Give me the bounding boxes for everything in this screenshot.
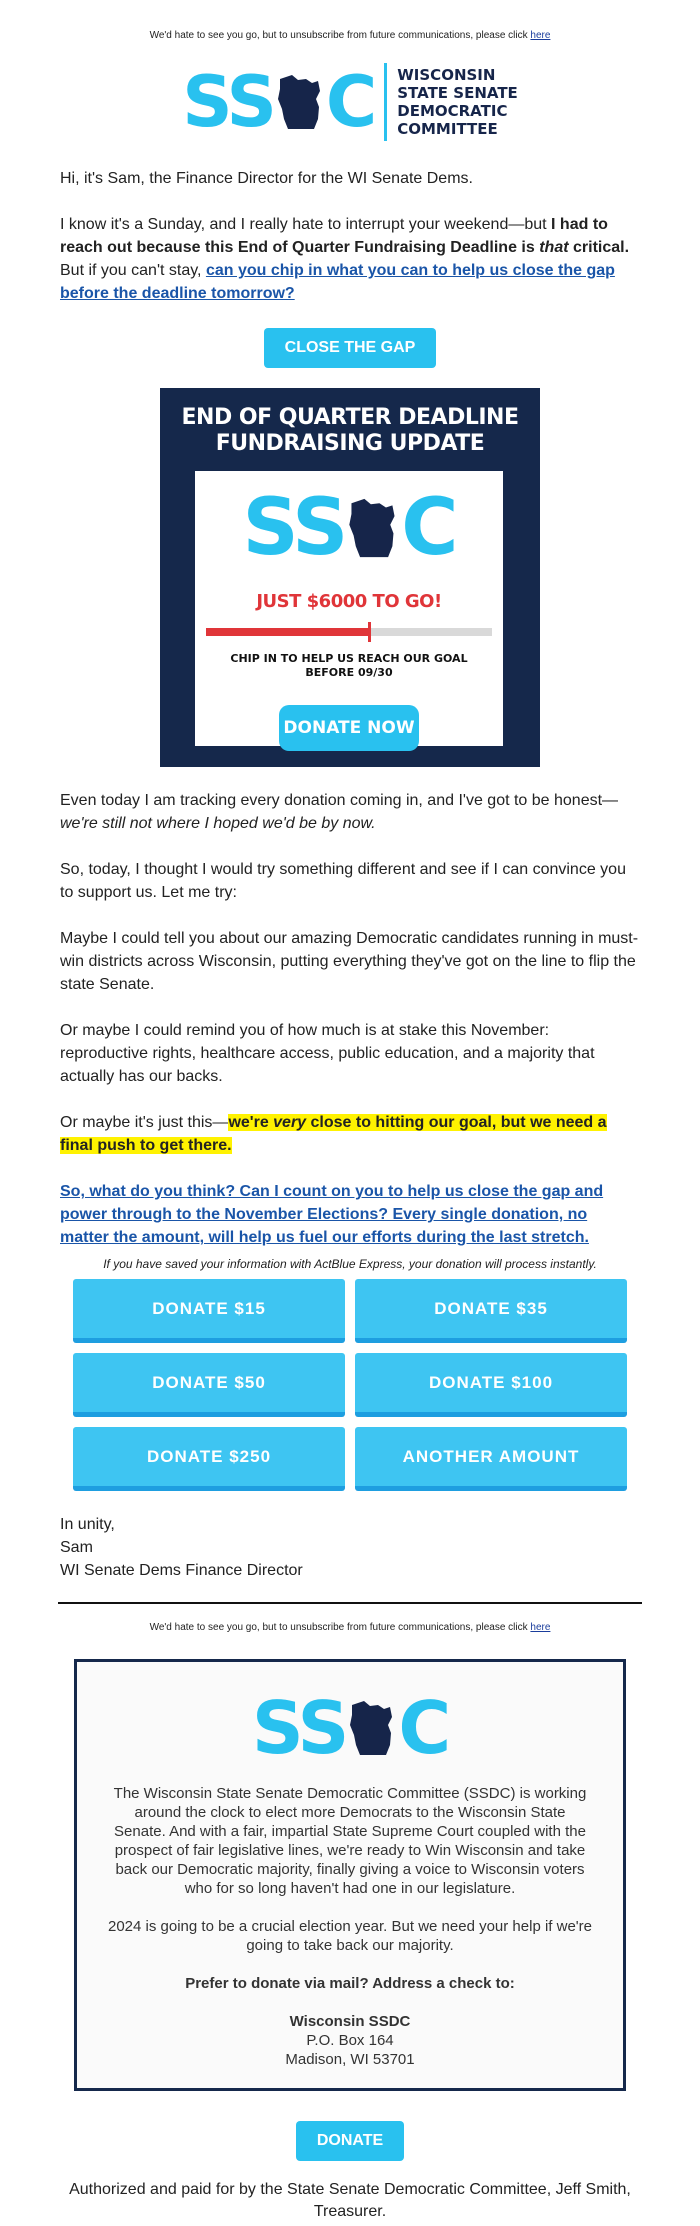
paragraph-ask [60, 1180, 640, 1249]
donate-50-button[interactable]: DONATE $50 [73, 1353, 345, 1417]
greeting: Hi, it's Sam, the Finance Director for the WI Senate Dems. [60, 170, 473, 187]
donate-250-button[interactable]: DONATE $250 [73, 1427, 345, 1491]
mail-heading: Prefer to donate via mail? Address a check to: [185, 1975, 515, 1992]
paragraph-tracking [60, 789, 640, 835]
text-bold: we're [228, 1114, 274, 1131]
donate-15-button[interactable]: DONATE $15 [73, 1279, 345, 1343]
footer-unsubscribe-notice [0, 1622, 700, 1633]
logo-org-line: WISCONSIN [397, 66, 496, 84]
text-bold: close to hitting our goal, but we need a final push to get there. [60, 1114, 607, 1154]
goal-progress-bar [206, 628, 492, 636]
chip-in-link[interactable]: can you chip in what you can to help us close the gap before the deadline tomorrow? [60, 262, 615, 302]
wisconsin-map-icon [345, 494, 401, 562]
mail-name: Wisconsin SSDC [289, 2013, 411, 2030]
logo-c: C [401, 483, 456, 573]
banner-title-line: END OF QUARTER DEADLINE [181, 405, 519, 430]
donation-button-grid [73, 1279, 627, 1491]
footer-wordmark [251, 1686, 449, 1770]
actblue-express-note: If you have saved your information with ActBlue Express, your donation will process instantly. [103, 1257, 597, 1271]
text: Or maybe it's just this— [60, 1114, 229, 1131]
paragraph-candidates: Maybe I could tell you about our amazing Democratic candidates running in must-win districts across Wisconsin, putting everything they've got on the line to flip the state Senate. [60, 930, 639, 993]
signoff-title: WI Senate Dems Finance Director [60, 1562, 303, 1579]
text-bold-italic: very [273, 1114, 307, 1131]
footer-election-text: 2024 is going to be a crucial election year. But we need your help if we're going to take back our majority. [108, 1918, 592, 1954]
fundraising-banner[interactable] [160, 388, 540, 767]
unsubscribe-link[interactable]: here [530, 30, 551, 41]
signoff-name: Sam [60, 1539, 93, 1556]
logo-ss: SS [242, 483, 346, 573]
banner-ssdc-logo [195, 483, 503, 573]
paragraph-deadline [60, 213, 640, 305]
logo-divider [384, 63, 387, 141]
footer-donate-button[interactable]: DONATE [296, 2121, 404, 2161]
caption-line: BEFORE 09/30 [305, 666, 393, 679]
caption-line: CHIP IN TO HELP US REACH OUR GOAL [230, 652, 468, 665]
footer-ssdc-logo [77, 1686, 623, 1770]
donate-100-button[interactable]: DONATE $100 [355, 1353, 627, 1417]
wisconsin-map-icon [346, 1697, 398, 1759]
banner-wordmark [242, 483, 456, 573]
text: I know it's a Sunday, and I really hate to interrupt your weekend—but [60, 216, 552, 233]
banner-title [160, 388, 540, 457]
footer-about-box [74, 1659, 626, 2091]
wisconsin-map-icon [274, 71, 326, 133]
another-amount-button[interactable]: ANOTHER AMOUNT [355, 1427, 627, 1491]
text-bold-italic: that [539, 239, 569, 256]
logo-org-name [397, 66, 518, 138]
count-on-you-link[interactable]: So, what do you think? Can I count on you to help us close the gap and power through to the November Elections? Every single donation, no matter the amount, will help us fuel our efforts during the last stretch. [60, 1183, 604, 1246]
banner-card [195, 471, 503, 746]
chip-in-caption [195, 652, 503, 680]
goal-remaining-text: JUST $6000 TO GO! [256, 591, 442, 612]
logo-org-line: STATE SENATE [397, 84, 518, 102]
email-body-intro [0, 167, 700, 305]
text-bold: critical. [568, 239, 630, 256]
logo-c: C [325, 61, 375, 143]
ssdc-logo [0, 63, 700, 141]
donate-35-button[interactable]: DONATE $35 [355, 1279, 627, 1343]
divider [58, 1602, 642, 1604]
unsubscribe-notice [0, 0, 700, 41]
unsubscribe-text: We'd hate to see you go, but to unsubscribe from future communications, please click [149, 30, 528, 41]
unsubscribe-text: We'd hate to see you go, but to unsubscribe from future communications, please click [149, 1622, 528, 1633]
text-bold: I had to reach out because this End of Quarter Fundraising Deadline is [60, 216, 608, 256]
mail-box: P.O. Box 164 [306, 2032, 394, 2049]
text: But if you can't stay, [60, 262, 206, 279]
logo-org-line: COMMITTEE [397, 120, 498, 138]
donate-now-button[interactable]: DONATE NOW [279, 705, 419, 751]
paragraph-stakes: Or maybe I could remind you of how much is at stake this November: reproductive rights, healthcare access, public education, and a majority that actually has our backs. [60, 1022, 595, 1085]
progress-marker [368, 622, 371, 642]
logo-org-line: DEMOCRATIC [397, 102, 508, 120]
paragraph-goal [60, 1111, 640, 1157]
close-the-gap-button[interactable]: CLOSE THE GAP [264, 328, 436, 368]
footer-about-text: The Wisconsin State Senate Democratic Committee (SSDC) is working around the clock to elect more Democrats to the Wisconsin State Senate. And with a fair, impartial State Supreme Court coupled with the prospect of fair legislative lines, we're ready to Win Wisconsin and take back our Democratic majority, finally giving a voice to Wisconsin voters who for so long haven't had one in our legislature. [113, 1785, 587, 1897]
ssdc-wordmark [182, 61, 375, 143]
text: Even today I am tracking every donation coming in, and I've got to be honest— [60, 792, 619, 809]
banner-title-line: FUNDRAISING UPDATE [215, 431, 485, 456]
authorized-by-notice: Authorized and paid for by the State Senate Democratic Committee, Jeff Smith, Treasurer. [69, 2181, 631, 2220]
progress-fill [206, 628, 369, 636]
footer-unsubscribe-link[interactable]: here [530, 1622, 551, 1633]
email-body-main [0, 789, 700, 1249]
paragraph-try: So, today, I thought I would try something different and see if I can convince you to support us. Let me try: [60, 861, 626, 901]
logo-c: C [398, 1686, 449, 1770]
text-italic: we're still not where I hoped we'd be by now. [60, 815, 376, 832]
signoff-line: In unity, [60, 1516, 115, 1533]
logo-ss: SS [182, 61, 274, 143]
mail-city: Madison, WI 53701 [285, 2051, 415, 2068]
signoff [0, 1513, 700, 1582]
logo-ss: SS [251, 1686, 347, 1770]
